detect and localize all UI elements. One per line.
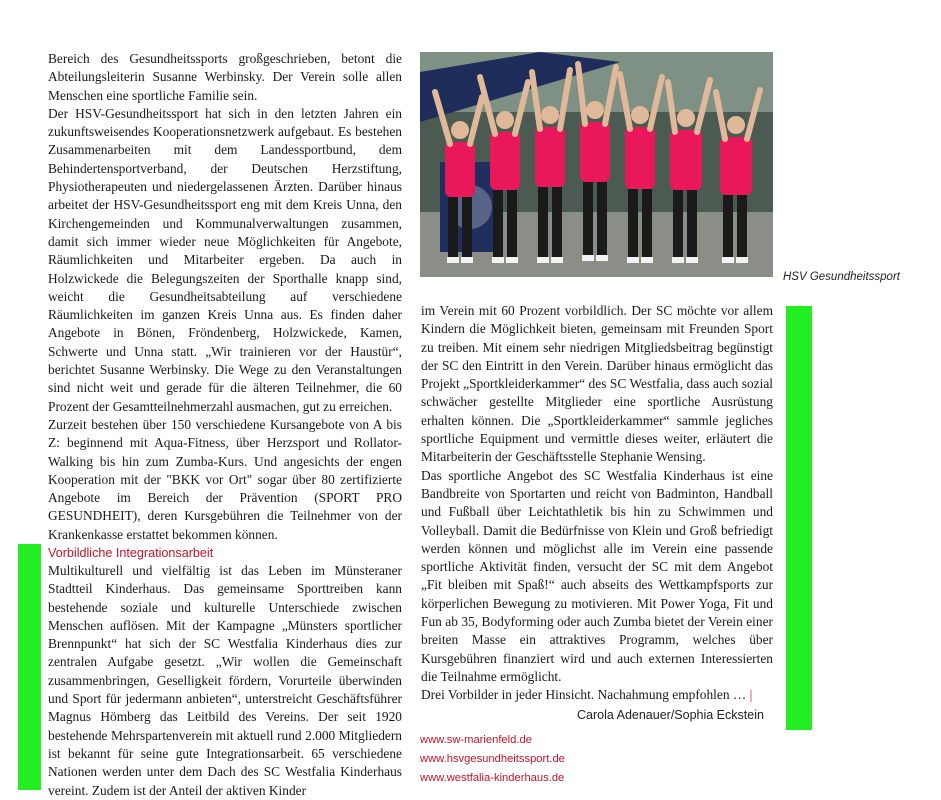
paragraph: im Verein mit 60 Prozent vorbildlich. Der SC möchte vor allem Kindern die Möglichkeit bieten, gemeinsam mit Freunden Sport zu treiben. Mit einem sehr niedrigen Mitgliedsbeitrag begünstigt der SC den Eintritt in den Verein. Darüber hinaus ermöglicht das Projekt „Sportkleiderkammer“ des SC Westfalia, dass auch sozial schwächer gestellte Mitglieder eine sportliche Ausrüstung erhalten können. Die „Sportkleiderkammer“ sammle jegliches sportliche Equipment und vermittle dieses weiter, erläutert die Mitarbeiterin der Geschäftsstelle Stephanie Wensing. (421, 303, 773, 465)
paragraph: Multikulturell und vielfältig ist das Leben im Münsteraner Stadtteil Kinderhaus. Das gemeinsame Sporttreiben kann bestehende soziale und kulturelle Unterschiede zwischen Menschen auflösen. Mit der Kampagne „Münsters sportlicher Brennpunkt“ hat sich der SC Westfalia Kinderhaus dies zur zentralen Aufgabe gesetzt. „Wir wollen die Gemeinschaft zusammenbringen, Geselligkeit fördern, Vorurteile überwinden und Sport für jedermann anbieten“, unterstreicht Geschäftsführer Magnus Hömberg das Leitbild des Vereins. Der seit 1920 bestehende Mehrspartenverein mit aktuell rund 2.000 Mitgliedern ist bekannt für seine gute Integrationsarbeit. 65 verschiedene Nationen werden unter dem Dach des SC Westfalia Kinderhaus vereint. Zudem ist der Anteil der aktiven Kinder (48, 563, 402, 798)
photo-caption: HSV Gesundheitssport (783, 271, 900, 283)
end-mark: | (749, 687, 753, 703)
right-column (421, 302, 773, 705)
link-sw-marienfeld[interactable]: www.sw-marienfeld.de (420, 734, 532, 746)
group-photo (420, 52, 773, 277)
link-list (420, 731, 565, 788)
left-column-top (48, 50, 402, 544)
paragraph: Bereich des Gesundheitssports großgeschrieben, betont die Abteilungsleiterin Susanne Werbinsky. Der Verein solle allen Menschen eine sportliche Familie sein. (48, 51, 402, 103)
link-hsv-gesundheitssport[interactable]: www.hsvgesundheitssport.de (420, 753, 565, 765)
paragraph: Zurzeit bestehen über 150 verschiedene Kursangebote von A bis Z: beginnend mit Aqua-Fitness, über Herzsport und Rollator-Walking bis hin zum Zumba-Kurs. Und angesichts der engen Kooperation mit der "BKK vor Ort" sogar über 80 zertifizierte Angebote im Bereich der Prävention (SPORT PRO GESUNDHEIT), deren Kursgebühren die Teilnehmer von der Krankenkasse erstattet bekommen können. (48, 416, 402, 542)
paragraph: Der HSV-Gesundheitssport hat sich in den letzten Jahren ein zukunftsweisendes Kooperationsnetzwerk aufgebaut. Es bestehen Zusammenarbeiten mit dem Landessportbund, dem Behindertensportverband, der Deutschen Herzstiftung, Physiotherapeuten und niedergelassenen Ärzten. Darüber hinaus arbeitet der HSV-Gesundheitssport eng mit dem Kreis Unna, den Kirchengemeinden und Kommunalverwaltungen zusammen, damit sich immer wieder neue Möglichkeiten für Angebote, Räumlichkeiten und Mitarbeiter ergeben. Da auch in Holzwickede die Belegungszeiten der Sporthalle knapp sind, weicht die Gesundheitsabteilung auf verschiedene Räumlichkeiten im ganzen Kreis Unna aus. Es finden daher Angebote in Bönen, Fröndenberg, Holzwickede, Kamen, Schwerte und Unna statt. „Wir trainieren vor der Haustür“, berichtet Susanne Werbinsky. Die Wege zu den Veranstaltungen sind nicht weit und gerade für die älteren Teilnehmer, die 60 Prozent der Gesamtteilnehmerzahl ausmachen, gut zu erreichen. (48, 105, 402, 414)
paragraph: Das sportliche Angebot des SC Westfalia Kinderhaus ist eine Bandbreite von Sportarten und reicht von Badminton, Handball und Fußball über Leichtathletik bis hin zu Schwimmen und Volleyball. Damit die Bedürfnisse von Klein und Groß befriedigt werden können und möglichst alle im Verein eine passende sportliche Aktivität finden, versucht der SC mit dem Angebot „Fit bleiben mit Spaß!“ auch abseits des Wettkampfsports zur körperlichen Bewegung zu motivieren. Mit Power Yoga, Fit und Fun ab 35, Bodyforming oder auch Zumba bietet der Verein einer breiten Masse ein attraktives Programm, welches über Kursgebühren finanziert wird und auch externen Interessierten die Teilnahme ermöglicht. (421, 467, 773, 684)
left-column-bottom (48, 544, 402, 800)
section-heading: Vorbildliche Integrationsarbeit (48, 546, 214, 560)
link-westfalia-kinderhaus[interactable]: www.westfalia-kinderhaus.de (420, 772, 565, 784)
closing-text: Drei Vorbilder in jeder Hinsicht. Nachahmung empfohlen … (421, 687, 747, 703)
closing-line (421, 686, 773, 704)
author-credit: Carola Adenauer/Sophia Eckstein (577, 708, 764, 722)
green-margin-bar (18, 544, 41, 790)
group-photo-illustration (420, 52, 773, 277)
green-margin-bar-right (786, 306, 812, 730)
